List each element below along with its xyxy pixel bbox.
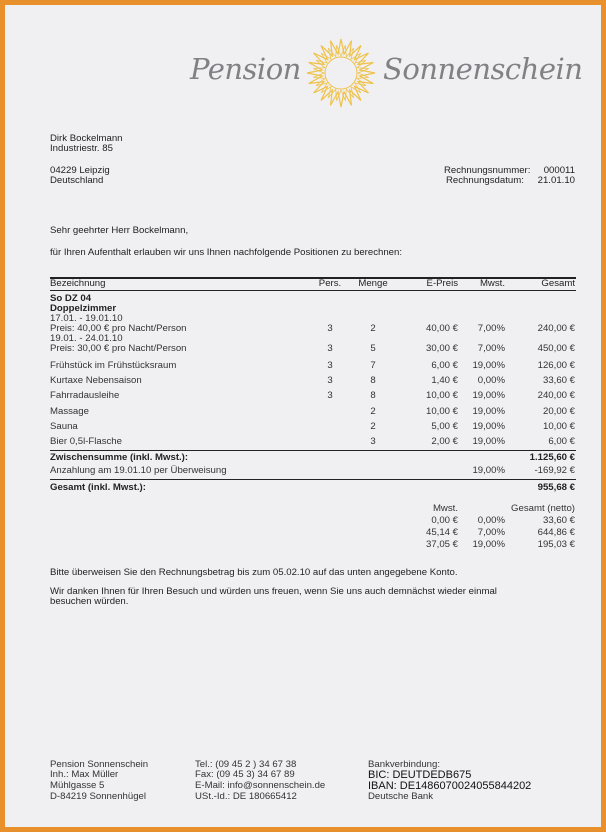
tax-vat-amount: 45,14 € (425, 527, 458, 538)
row-vat: 19,00% (472, 360, 505, 371)
tax-header-vat: Mwst. (432, 503, 458, 514)
header-rule (50, 290, 576, 291)
header-description: Bezeichnung (50, 278, 106, 289)
header-vat: Mwst. (479, 278, 505, 289)
row-vat: 7,00% (477, 343, 505, 354)
row-persons: 3 (327, 323, 333, 334)
salutation: Sehr geehrter Herr Bockelmann, (50, 225, 189, 236)
row-quantity: 8 (370, 375, 376, 386)
footer-col2-line: E-Mail: info@sonnenschein.de (195, 780, 326, 791)
row-quantity: 7 (370, 360, 376, 371)
tax-vat-amount: 37,05 € (425, 539, 458, 550)
footer-col3-line: Bankverbindung: (368, 759, 441, 770)
row-description: Sauna (50, 421, 78, 432)
room-code: So DZ 04 (50, 293, 92, 304)
row-persons: 3 (327, 343, 333, 354)
row-vat: 19,00% (472, 421, 505, 432)
row-vat: 19,00% (472, 406, 505, 417)
recipient-name: Dirk Bockelmann (50, 133, 123, 144)
row-date-range: 19.01. - 24.01.10 (50, 333, 123, 344)
row-persons: 3 (327, 390, 333, 401)
footer-col3-line: IBAN: DE14860700240558442​02 (368, 780, 532, 792)
tax-net-amount: 644,86 € (537, 527, 575, 538)
row-quantity: 3 (370, 436, 376, 447)
subtotal-value: 1.125,60 € (529, 452, 575, 463)
row-description: Bier 0,5l-Flasche (50, 436, 122, 447)
deposit-value: -169,92 € (534, 465, 575, 476)
tax-net-amount: 33,60 € (542, 515, 575, 526)
header-quantity: Menge (358, 278, 388, 289)
recipient-city: 04229 Leipzig (50, 165, 110, 176)
row-description: Preis: 40,00 € pro Nacht/Person (50, 323, 187, 334)
row-persons: 3 (327, 360, 333, 371)
row-total: 6,00 € (548, 436, 575, 447)
row-description: Frühstück im Frühstücksraum (50, 360, 177, 371)
row-persons: 3 (327, 375, 333, 386)
row-description: Fahrradausleihe (50, 390, 120, 401)
subtotal-label: Zwischensumme (inkl. Mwst.): (50, 452, 189, 463)
footer-col2-line: Tel.: (09 45 2 ) 34 67 38 (195, 759, 297, 770)
footer-col1-line: D-84219 Sonnenhügel (50, 791, 147, 802)
header-persons: Pers. (318, 278, 342, 289)
row-unit-price: 40,00 € (425, 323, 458, 334)
recipient-street: Industriestr. 85 (50, 143, 113, 154)
header-total: Gesamt (541, 278, 575, 289)
row-total: 10,00 € (542, 421, 575, 432)
row-total: 126,00 € (537, 360, 575, 371)
row-quantity: 2 (370, 406, 376, 417)
footer-col2-line: USt.-Id.: DE 180665412 (195, 791, 297, 802)
row-total: 240,00 € (537, 390, 575, 401)
logo-text-right: Sonnenschein (383, 52, 583, 86)
row-unit-price: 5,00 € (431, 421, 458, 432)
tax-rate: 0,00% (477, 515, 505, 526)
header-unit-price: E-Preis (426, 278, 458, 289)
tax-rate: 7,00% (477, 527, 505, 538)
footer-col1-line: Inh.: Max Müller (50, 769, 119, 780)
row-quantity: 2 (370, 323, 376, 334)
thanks-line-2: besuchen würden. (50, 596, 129, 607)
tax-header-net: Gesamt (netto) (511, 503, 575, 514)
invoice-number: 000011 (543, 165, 575, 176)
invoice-date-label: Rechnungsdatum: (446, 175, 524, 186)
thanks-line-1: Wir danken Ihnen für Ihren Besuch und würden uns freuen, wenn Sie uns auch demnächst wieder einmal (50, 586, 497, 597)
row-total: 240,00 € (537, 323, 575, 334)
row-description: Massage (50, 406, 89, 417)
row-vat: 19,00% (472, 436, 505, 447)
row-description: Preis: 30,00 € pro Nacht/Person (50, 343, 187, 354)
tax-rate: 19,00% (472, 539, 505, 550)
row-unit-price: 6,00 € (431, 360, 458, 371)
row-total: 33,60 € (542, 375, 575, 386)
invoice-number-label: Rechnungsnummer: (444, 165, 531, 176)
grand-total-label: Gesamt (inkl. Mwst.): (50, 482, 146, 493)
room-type: Doppelzimmer (50, 303, 117, 314)
row-date-range: 17.01. - 19.01.10 (50, 313, 123, 324)
footer-col3-line: Deutsche Bank (368, 791, 434, 802)
row-unit-price: 2,00 € (431, 436, 458, 447)
row-unit-price: 1,40 € (431, 375, 458, 386)
row-quantity: 2 (370, 421, 376, 432)
deposit-label: Anzahlung am 19.01.10 per Überweisung (50, 465, 227, 476)
row-vat: 7,00% (477, 323, 505, 334)
payment-note: Bitte überweisen Sie den Rechnungsbetrag bis zum 05.02.10 auf das unten angegebene Konto. (50, 567, 458, 578)
tax-net-amount: 195,03 € (537, 539, 575, 550)
row-total: 20,00 € (542, 406, 575, 417)
invoice-date: 21.01.10 (537, 175, 575, 186)
row-unit-price: 30,00 € (425, 343, 458, 354)
footer-col2-line: Fax: (09 45 3) 34 67 89 (195, 769, 295, 780)
intro-text: für Ihren Aufenthalt erlauben wir uns Ihnen nachfolgende Positionen zu berechnen: (50, 247, 403, 258)
sun-icon (305, 37, 377, 109)
row-description: Kurtaxe Nebensaison (50, 375, 142, 386)
recipient-country: Deutschland (50, 175, 104, 186)
row-total: 450,00 € (537, 343, 575, 354)
footer-col1-line: Pension Sonnenschein (50, 759, 149, 770)
row-quantity: 5 (370, 343, 376, 354)
grand-total-rule (50, 479, 576, 480)
row-vat: 19,00% (472, 390, 505, 401)
row-unit-price: 10,00 € (425, 390, 458, 401)
subtotal-rule (50, 450, 576, 451)
grand-total-value: 955,68 € (537, 482, 575, 493)
row-vat: 0,00% (477, 375, 505, 386)
deposit-vat: 19,00% (472, 465, 505, 476)
logo-text-left: Pension (190, 52, 301, 86)
tax-vat-amount: 0,00 € (431, 515, 458, 526)
row-unit-price: 10,00 € (425, 406, 458, 417)
footer-col1-line: Mühlgasse 5 (50, 780, 105, 791)
row-quantity: 8 (370, 390, 376, 401)
footer-col3-line: BIC: DEUTDEDB675 (368, 769, 472, 781)
